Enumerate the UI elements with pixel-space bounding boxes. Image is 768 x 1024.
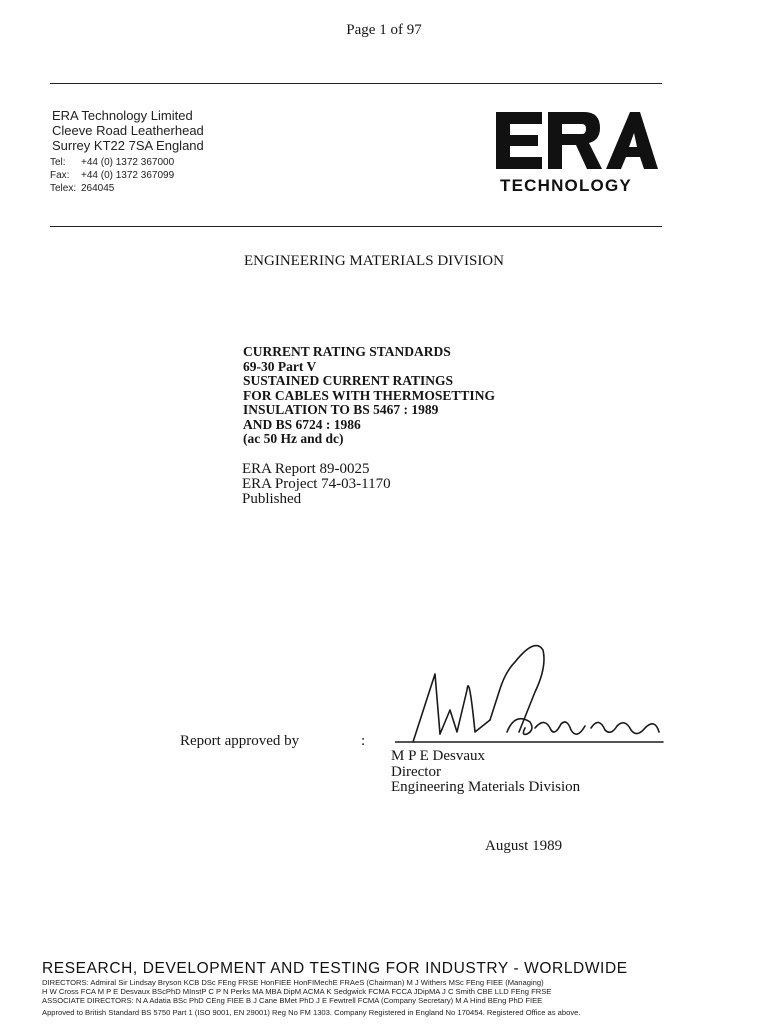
contact-fax: Fax: +44 (0) 1372 367099 bbox=[50, 170, 175, 181]
signature-icon bbox=[395, 632, 665, 752]
signatory-block bbox=[391, 749, 580, 796]
title-line: INSULATION TO BS 5467 : 1989 bbox=[243, 402, 439, 417]
address-line: ERA Technology Limited bbox=[52, 108, 193, 123]
signatory-division: Engineering Materials Division bbox=[391, 779, 581, 795]
report-date: August 1989 bbox=[485, 838, 563, 854]
approved-by-label: Report approved by bbox=[180, 733, 300, 749]
title-line: FOR CABLES WITH THERMOSETTING bbox=[243, 387, 495, 403]
page-number: Page 1 of 97 bbox=[346, 22, 422, 38]
title-line: 69-30 Part V bbox=[243, 358, 317, 374]
header-rule-bottom bbox=[50, 226, 662, 227]
footer-directors-cont: H W Cross FCA M P E Desvaux BScPhD MInstP C P N Perks MA MBA DipM ACMA K Sedgwick FCMA FCCA JDipMA J C Smith CBE LLD FEng FRSE bbox=[42, 987, 552, 996]
division-heading: ENGINEERING MATERIALS DIVISION bbox=[244, 253, 504, 269]
publication-status: Published bbox=[242, 491, 302, 507]
approved-by-colon: : bbox=[361, 733, 366, 749]
footer-tagline: RESEARCH, DEVELOPMENT AND TESTING FOR INDUSTRY - WORLDWIDE bbox=[42, 960, 628, 977]
report-number: ERA Report 89-0025 bbox=[242, 461, 370, 477]
report-title bbox=[243, 345, 495, 447]
footer-associate-directors: ASSOCIATE DIRECTORS: N A Adatia BSc PhD CEng FIEE B J Cane BMet PhD J E Fewtrell FCMA (Company Secretary) M A Hind BEng PhD FIEE bbox=[42, 996, 543, 1005]
company-contacts bbox=[50, 156, 174, 195]
era-logo-subtitle: TECHNOLOGY bbox=[500, 176, 632, 195]
footer-directors: DIRECTORS: Admiral Sir Lindsay Bryson KCB DSc FEng FRSE HonFIEE HonFIMechE FRAeS (Chairman) M J Withers MSc FEng FIEE (Managing) bbox=[42, 978, 544, 987]
footer-approval-note: Approved to British Standard BS 5750 Part 1 (ISO 9001, EN 29001) Reg No FM 1303. Company Registered in England No 170454. Registered Office as above. bbox=[42, 1008, 581, 1017]
title-line: CURRENT RATING STANDARDS bbox=[243, 344, 451, 359]
header-rule-top bbox=[50, 83, 662, 84]
project-number: ERA Project 74-03-1170 bbox=[242, 476, 391, 492]
address-line: Cleeve Road Leatherhead bbox=[52, 123, 204, 138]
report-references bbox=[242, 462, 391, 507]
address-line: Surrey KT22 7SA England bbox=[52, 138, 204, 153]
company-address bbox=[52, 108, 204, 153]
contact-tel: Tel: +44 (0) 1372 367000 bbox=[50, 157, 175, 168]
signatory-name: M P E Desvaux bbox=[391, 748, 486, 764]
title-line: AND BS 6724 : 1986 bbox=[243, 416, 361, 432]
title-line: SUSTAINED CURRENT RATINGS bbox=[243, 373, 454, 388]
signatory-role: Director bbox=[391, 763, 441, 780]
era-logo-icon bbox=[492, 106, 662, 174]
contact-telex: Telex: 264045 bbox=[50, 183, 115, 194]
title-line: (ac 50 Hz and dc) bbox=[243, 431, 344, 446]
